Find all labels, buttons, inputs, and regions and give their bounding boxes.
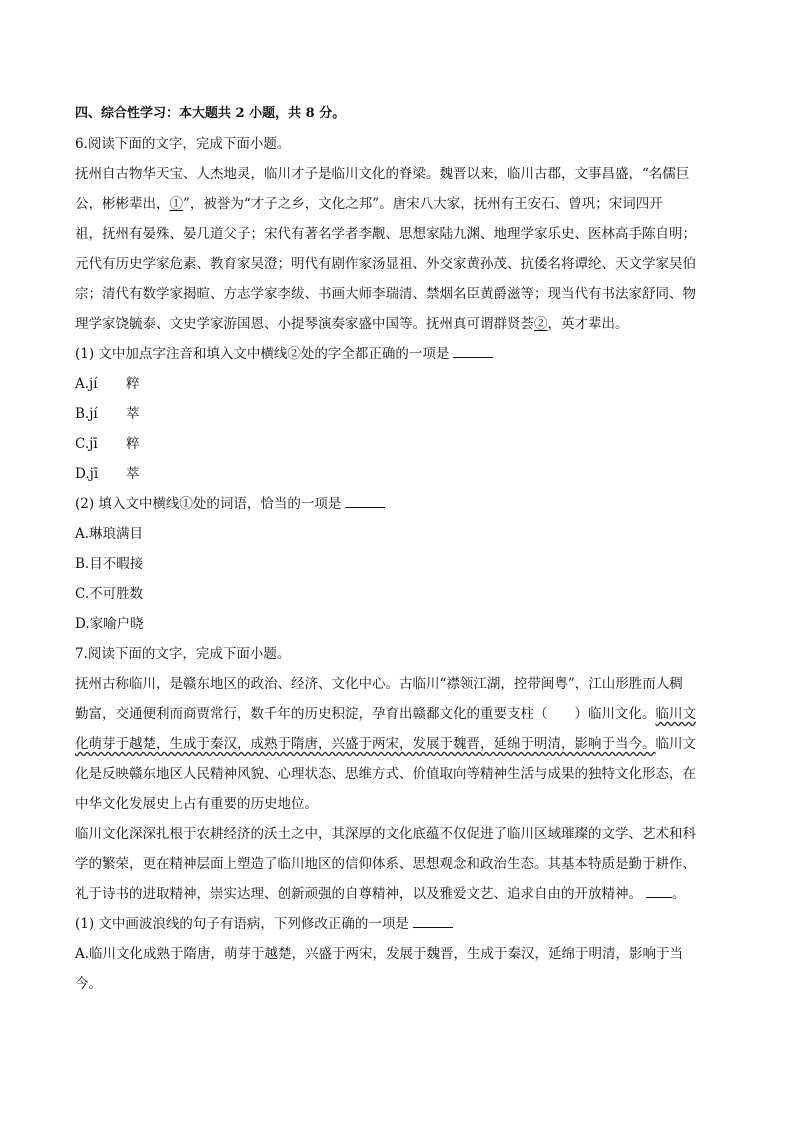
q7-title: 7.阅读下面的文字，完成下面小题。: [75, 646, 291, 662]
q6-blank-1: ①: [169, 196, 183, 212]
q6-sub2-option-d: D.家喻户晓: [75, 616, 144, 632]
q6-sub2: [75, 493, 721, 523]
q6-sub1-text: (1) 文中加点字注音和填入文中横线②处的字全都正确的一项是: [75, 346, 450, 362]
q6-passage-line: 祖，抚州有晏殊、晏几道父子；宋代有著名学者李觏、思想家陆九渊、地理学家乐史、医林高手陈自明；: [75, 226, 696, 242]
option-char: 粹: [126, 376, 140, 392]
option-char: 萃: [126, 406, 140, 422]
section-desc: 本大题共 2 小题，共 8 分。: [179, 106, 346, 121]
q6-sub1-option-c: [75, 433, 721, 463]
q6-sub2-option-c: C.不可胜数: [75, 586, 144, 602]
q6-passage-line: 宗；清代有数学家揭暄、方志学家李绂、书画大师李瑞清、禁烟名臣黄爵滋等；现当代有书法家舒同、物: [75, 286, 696, 302]
answer-blank: [413, 913, 453, 928]
q7-wavy-text: 临川文: [655, 706, 696, 722]
q6-sub1: [75, 343, 721, 373]
q6-text: 公，彬彬辈出，: [75, 196, 170, 212]
q6-blank-2: ②: [534, 316, 548, 332]
q6-text: ”，被誉为“才子之乡，文化之邦”。唐宋八大家，抚州有王安石、曾巩；宋词四开: [183, 196, 663, 212]
q7-passage-line: 中华文化发展史上占有重要的历史地位。: [75, 796, 318, 812]
q6-sub2-text: (2) 填入文中横线①处的词语，恰当的一项是: [75, 496, 342, 512]
option-letter: A.jí: [75, 376, 98, 392]
option-letter: D.jī: [75, 466, 99, 482]
q7-sub1-text: (1) 文中画波浪线的句子有语病，下列修改正确的一项是: [75, 916, 409, 932]
q6-text: 理学家饶毓泰、文史学家游国恩、小提琴演奏家盛中国等。抚州真可谓群贤荟: [75, 316, 534, 332]
q7-text: 勤富，交通便利而商贾常行，数千年的历史积淀，孕育出赣鄱文化的重要支柱（ ）临川文化。: [75, 706, 656, 722]
q7-sub1: [75, 913, 721, 943]
q7-passage-line: 临川文化深深扎根于农耕经济的沃土之中，其深厚的文化底蕴不仅促进了临川区域璀璨的文学、艺术和科: [75, 826, 696, 842]
q6-passage-line: [75, 193, 721, 223]
q7-sub1-option-a: A.临川文化成熟于隋唐，萌芽于越楚，兴盛于两宋，发展于魏晋，生成于秦汉，延绵于明清，影响于当: [75, 946, 684, 962]
q6-sub1-option-d: [75, 463, 721, 493]
q7-text: 。: [672, 886, 686, 902]
q7-passage-line: 学的繁荣，更在精神层面上塑造了临川地区的信仰体系、思想观念和政治生态。其基本特质是勤于耕作、: [75, 856, 696, 872]
q6-sub1-option-a: [75, 373, 721, 403]
q6-sub2-option-b: B.目不暇接: [75, 556, 144, 572]
document-content: [75, 103, 721, 1003]
q7-text: 临川文: [655, 736, 696, 752]
answer-blank: [453, 343, 493, 358]
option-char: 萃: [126, 466, 140, 482]
q6-text: ，英才辈出。: [547, 316, 629, 332]
q6-sub2-option-a: A.琳琅满目: [75, 526, 144, 542]
option-char: 粹: [126, 436, 140, 452]
answer-blank: [646, 883, 672, 898]
q6-passage-line: [75, 313, 721, 343]
section-label: 四、综合性学习：: [75, 106, 180, 121]
q6-sub1-option-b: [75, 403, 721, 433]
q7-passage-line: [75, 733, 721, 763]
option-letter: C.jī: [75, 436, 98, 452]
option-letter: B.jí: [75, 406, 98, 422]
q7-text: 礼于诗书的进取精神，崇实达理、创新顽强的自尊精神，以及雅爱文艺、追求自由的开放精神。: [75, 886, 642, 902]
q7-passage-line: [75, 703, 721, 733]
q7-passage-line: 抚州古称临川，是赣东地区的政治、经济、文化中心。古临川“襟领江湖，控带闽粤”，江山形胜而人稠: [75, 676, 683, 692]
section-heading: [75, 103, 721, 133]
q7-wavy-text: 化萌芽于越楚，生成于秦汉，成熟于隋唐，兴盛于两宋，发展于魏晋，延绵于明清，影响于当今。: [75, 736, 656, 752]
q7-passage-line: [75, 883, 721, 913]
q6-title: 6.阅读下面的文字，完成下面小题。: [75, 136, 291, 152]
q6-passage-line: 抚州自古物华天宝、人杰地灵，临川才子是临川文化的脊梁。魏晋以来，临川古郡，文事昌盛，“名儒巨: [75, 166, 690, 182]
q6-passage-line: 元代有历史学家危素、教育家吴澄；明代有剧作家汤显祖、外交家黄孙茂、抗倭名将谭纶、天文学家吴伯: [75, 256, 696, 272]
answer-blank: [345, 493, 385, 508]
q7-sub1-option-a-cont: 今。: [75, 976, 102, 992]
q7-passage-line: 化是反映赣东地区人民精神风貌、心理状态、思维方式、价值取向等精神生活与成果的独特文化形态，在: [75, 766, 696, 782]
